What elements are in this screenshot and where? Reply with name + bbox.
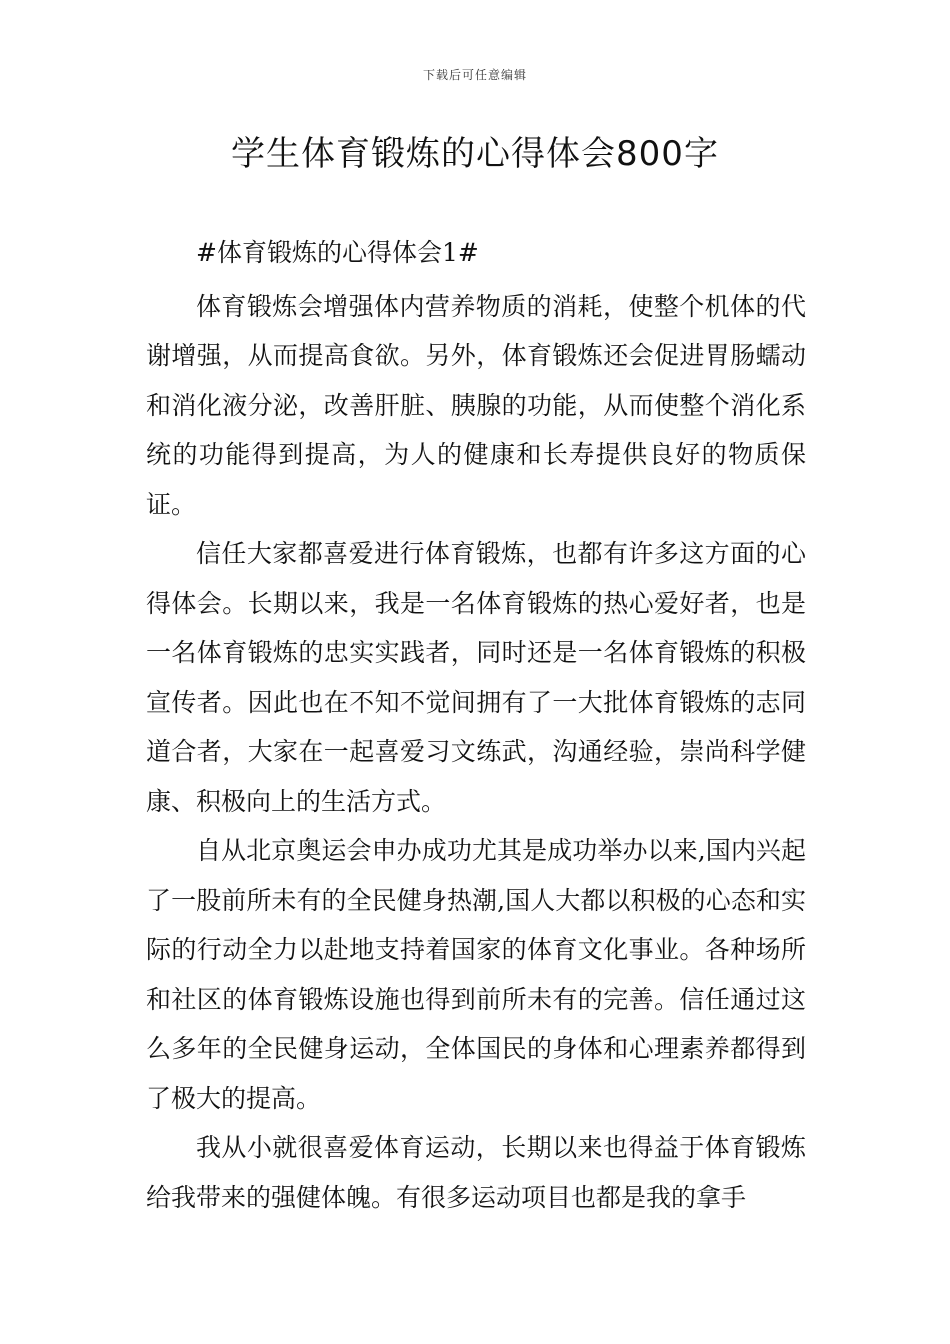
paragraph: 我从小就很喜爱体育运动，长期以来也得益于体育锻炼给我带来的强健体魄。有很多运动项目也都是我的拿手 (146, 1133, 806, 1212)
paragraph: 信任大家都喜爱进行体育锻炼，也都有许多这方面的心得体会。长期以来，我是一名体育锻炼的热心爱好者，也是一名体育锻炼的忠实实践者，同时还是一名体育锻炼的积极宣传者。因此也在不知不觉间拥有了一大批体育锻炼的志同道合者，大家在一起喜爱习文练武，沟通经验，崇尚科学健康、积极向上的生活方式。 (146, 539, 806, 816)
section-heading: #体育锻炼的心得体会1# (196, 238, 479, 267)
paragraph: 自从北京奥运会申办成功尤其是成功举办以来,国内兴起了一股前所未有的全民健身热潮,国人大都以积极的心态和实际的行动全力以赴地支持着国家的体育文化事业。各种场所和社区的体育锻炼设施也得到前所未有的完善。信任通过这么多年的全民健身运动，全体国民的身体和心理素养都得到了极大的提高。 (146, 836, 806, 1113)
header-note: 下载后可任意编辑 (422, 68, 527, 82)
document-title: 学生体育锻炼的心得体会800字 (231, 134, 719, 174)
document-body (146, 228, 806, 1222)
paragraph: 体育锻炼会增强体内营养物质的消耗，使整个机体的代谢增强，从而提高食欲。另外，体育锻炼还会促进胃肠蠕动和消化液分泌，改善肝脏、胰腺的功能，从而使整个消化系统的功能得到提高，为人的健康和长寿提供良好的物质保证。 (146, 291, 806, 519)
